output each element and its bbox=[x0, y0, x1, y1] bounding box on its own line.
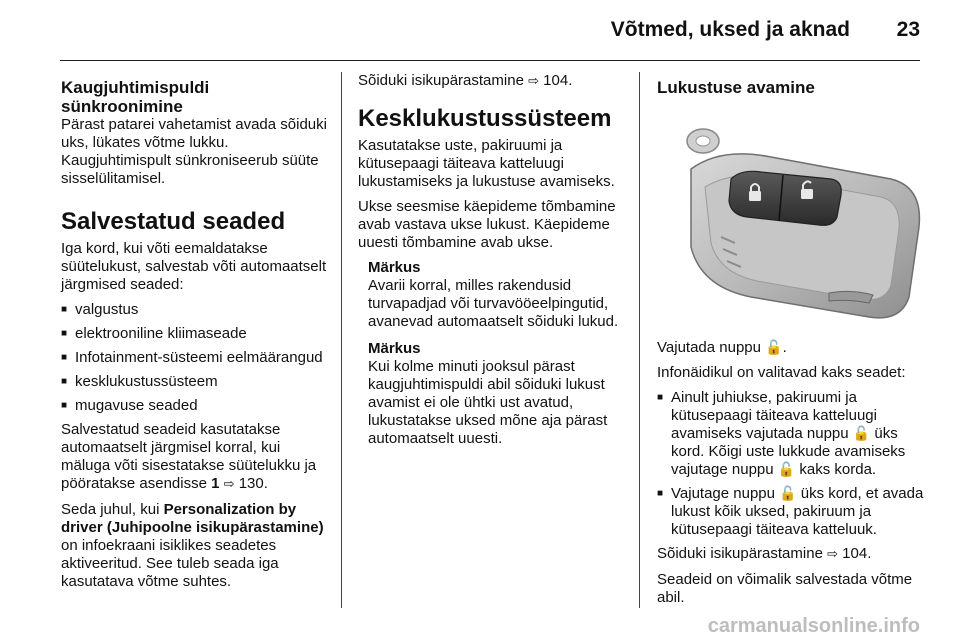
list-item: ■ Vajutage nuppu 🔓 üks kord, et avada lukust kõik uksed, pakiruum ja kütusepaagi täiteava katteluuk. bbox=[657, 485, 932, 539]
save-settings-text: Seadeid on võimalik salvestada võtme abil. bbox=[657, 571, 913, 606]
saved-settings-intro: Iga kord, kui võti eemaldatakse süütelukust, salvestab võti automaatselt järgmised seaded: bbox=[61, 240, 327, 293]
page-ref-arrow-icon: ⇨ bbox=[827, 547, 838, 562]
note-title: Märkus bbox=[368, 340, 421, 357]
personalization-ref: Sõiduki isikupärastamine ⇨ 104. bbox=[358, 72, 573, 89]
page-ref[interactable]: 104. bbox=[543, 72, 573, 89]
central-locking-text: Kasutatakse uste, pakiruumi ja kütusepaagi täiteava katteluugi lukustamiseks ja lukustuse avamiseks. bbox=[358, 137, 615, 190]
saved-settings-heading: Salvestatud seaded bbox=[61, 208, 286, 235]
sync-text: Pärast patarei vahetamist avada sõiduki uks, lükates võtme lukku. Kaugjuhtimispult sünkroniseerub süüte sisselülitamisel. bbox=[61, 116, 327, 187]
page-number: 23 bbox=[896, 18, 920, 41]
page-header bbox=[0, 0, 960, 62]
sync-heading: Kaugjuhtimispuldi sünkroonimine bbox=[61, 78, 210, 116]
column-middle bbox=[358, 72, 630, 457]
personalization-ref: Sõiduki isikupärastamine ⇨ 104. bbox=[657, 545, 872, 562]
column-divider-2 bbox=[639, 72, 640, 608]
list-item: ■ Ainult juhiukse, pakiruumi ja kütusepaagi täiteava katteluugi avamiseks vajutada nuppu 🔓 üks kord. Kõigi uste lukkude avamiseks vajutage nuppu 🔓 kaks korda. bbox=[657, 389, 932, 479]
unlock-icon: 🔓 bbox=[777, 462, 796, 478]
info-display-text: Infonäidikul on valitavad kaks seadet: bbox=[657, 364, 906, 381]
list-item: ■ elektrooniline kliimaseade bbox=[61, 325, 333, 343]
key-fob-icon bbox=[661, 117, 925, 329]
header-divider bbox=[60, 60, 920, 61]
list-item: ■ mugavuse seaded bbox=[61, 397, 333, 415]
note-text: Kui kolme minuti jooksul pärast kaugjuhtimispuldi abil sõiduki lukust avamist ei ole ühtki ust avatud, lukustatakse uksed mõne aja pärast automaatselt uuesti. bbox=[368, 358, 608, 447]
note-text: Avarii korral, milles rakendusid turvapadjad või turvavööeelpingutid, avanevad automaatselt sõiduki lukud. bbox=[368, 277, 619, 330]
page-ref-arrow-icon: ⇨ bbox=[528, 74, 539, 89]
personalization-text: Seda juhul, kui Personalization by driver (Juhipoolne isikupärastamine) on infoekraani isiklikes seadetes aktiveeritud. See tuleb seada iga kasutatava võtme suhtes. bbox=[61, 501, 324, 590]
unlock-options-list bbox=[657, 389, 932, 539]
column-left bbox=[61, 72, 333, 598]
list-item: ■ valgustus bbox=[61, 301, 333, 319]
chapter-title: Võtmed, uksed ja aknad bbox=[610, 18, 850, 41]
page-ref[interactable]: 130. bbox=[238, 475, 268, 492]
note-crash bbox=[358, 259, 630, 448]
page-ref-arrow-icon: ⇨ bbox=[223, 477, 235, 492]
watermark: carmanualsonline.info bbox=[707, 615, 920, 637]
list-item: ■ kesklukustussüsteem bbox=[61, 373, 333, 391]
column-right bbox=[657, 72, 932, 614]
unlock-heading: Lukustuse avamine bbox=[657, 78, 815, 97]
unlock-icon: 🔓 bbox=[779, 486, 797, 502]
door-handle-text: Ukse seesmise käepideme tõmbamine avab vastava ukse lukust. Käepideme uuesti tõmbamine avab ukse. bbox=[358, 198, 616, 251]
saved-settings-list bbox=[61, 301, 333, 415]
press-button-text: Vajutada nuppu 🔓. bbox=[657, 339, 787, 356]
auto-use-text: Salvestatud seadeid kasutatakse automaatselt järgmisel korral, kui mäluga võti sisestatakse süütelukku ja pööratakse asendisse 1 ⇨ 130. bbox=[61, 421, 317, 492]
column-divider-1 bbox=[341, 72, 342, 608]
key-fob-illustration bbox=[661, 117, 925, 329]
list-item: ■ Infotainment-süsteemi eelmäärangud bbox=[61, 349, 333, 367]
note-title: Märkus bbox=[368, 259, 421, 276]
unlock-icon: 🔓 bbox=[765, 340, 783, 356]
central-locking-heading: Kesklukustussüsteem bbox=[358, 105, 612, 132]
unlock-icon: 🔓 bbox=[852, 426, 871, 442]
page-ref[interactable]: 104. bbox=[842, 545, 872, 562]
